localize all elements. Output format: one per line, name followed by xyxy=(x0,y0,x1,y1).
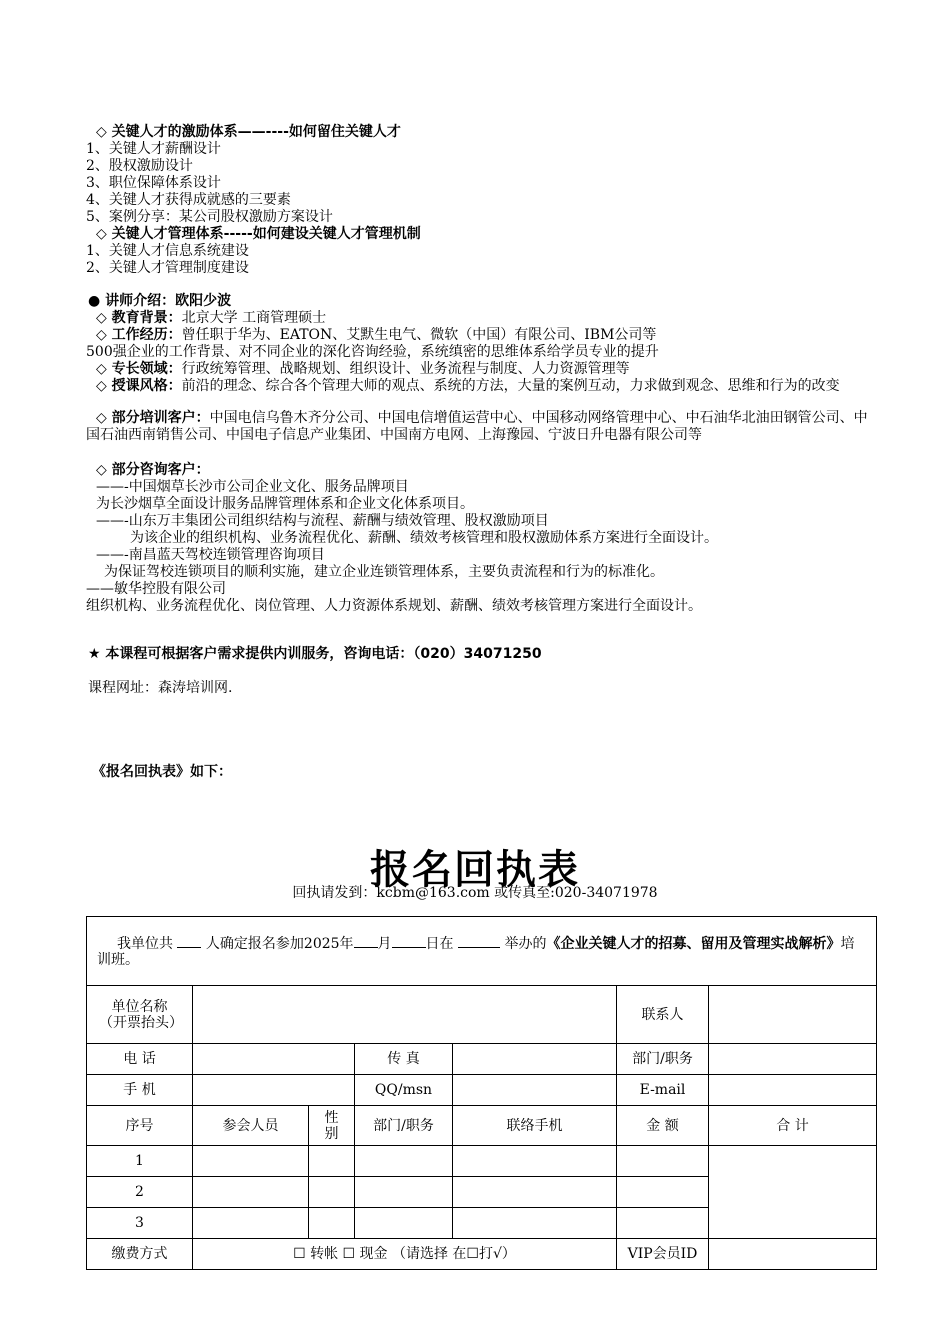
row-2-dept[interactable] xyxy=(355,1177,453,1208)
incentive-heading: ◇ 关键人才的激励体系——----如何留住关键人才 xyxy=(96,124,401,140)
col-dept: 部门/职务 xyxy=(355,1106,453,1146)
consult-line-5: ——-南昌蓝天驾校连锁管理咨询项目 xyxy=(96,547,325,563)
consult-line-7: ——敏华控股有限公司 xyxy=(86,581,226,597)
unit-name-field[interactable] xyxy=(193,986,617,1044)
intro-a: 我单位共 xyxy=(117,935,173,952)
education-label: ◇ 教育背景： xyxy=(96,310,182,326)
consult-line-1: ——-中国烟草长沙市公司企业文化、服务品牌项目 xyxy=(96,479,409,495)
intro-c: 月 xyxy=(377,935,392,952)
mobile-label: 手 机 xyxy=(87,1075,193,1106)
consult-heading: ◇ 部分咨询客户： xyxy=(96,462,210,478)
clients-line xyxy=(86,410,876,444)
clients-value: 中国电信乌鲁木齐分公司、中国电信增值运营中心、中国移动网络管理中心、中石油华北油田钢管公司、中国石油西南销售公司、中国电子信息产业集团、中国南方电网、上海豫园、宁波日升电器有限公司等 xyxy=(86,410,868,443)
education-value: 北京大学 工商管理硕士 xyxy=(181,310,327,326)
row-2-name[interactable] xyxy=(193,1177,309,1208)
row-3-gender[interactable] xyxy=(309,1208,355,1239)
total-field[interactable] xyxy=(709,1146,877,1239)
row-2-amount[interactable] xyxy=(617,1177,709,1208)
style-label: ◇ 授课风格： xyxy=(96,378,182,394)
intro-f: 培训班。 xyxy=(97,935,855,968)
instructor-heading: ● 讲师介绍：欧阳少波 xyxy=(88,293,232,309)
intro-e: 举办的 xyxy=(504,935,547,952)
experience-label: ◇ 工作经历： xyxy=(96,327,182,343)
specialty-line xyxy=(96,361,630,378)
col-name: 参会人员 xyxy=(193,1106,309,1146)
col-amount: 金 额 xyxy=(617,1106,709,1146)
form-send-to: 回执请发到：kcbm@163.com 或传真至:020-34071978 xyxy=(292,885,658,901)
row-1-name[interactable] xyxy=(193,1146,309,1177)
education-line xyxy=(96,310,326,327)
col-gender: 性别 xyxy=(309,1106,355,1146)
row-3-phone[interactable] xyxy=(453,1208,617,1239)
row-1-gender[interactable] xyxy=(309,1146,355,1177)
row-3-name[interactable] xyxy=(193,1208,309,1239)
consult-line-8: 组织机构、业务流程优化、岗位管理、人力资源体系规划、薪酬、绩效考核管理方案进行全面设计。 xyxy=(86,598,702,614)
row-no-2: 2 xyxy=(87,1177,193,1208)
payment-label: 缴费方式 xyxy=(87,1239,193,1270)
email-label: E-mail xyxy=(617,1075,709,1106)
clients-label: ◇ 部分培训客户： xyxy=(96,410,210,426)
dept-field[interactable] xyxy=(709,1044,877,1075)
col-phone: 联络手机 xyxy=(453,1106,617,1146)
qq-label: QQ/msn xyxy=(355,1075,453,1106)
row-3-amount[interactable] xyxy=(617,1208,709,1239)
fax-label: 传 真 xyxy=(355,1044,453,1075)
contact-field[interactable] xyxy=(709,986,877,1044)
form-intro-cell xyxy=(87,917,877,986)
course-name: 《企业关键人才的招募、留用及管理实战解析》 xyxy=(546,935,841,952)
specialty-value: 行政统筹管理、战略规划、组织设计、业务流程与制度、人力资源管理等 xyxy=(181,361,630,377)
intro-b: 人确定报名参加2025年 xyxy=(205,935,354,952)
row-no-1: 1 xyxy=(87,1146,193,1177)
vip-field[interactable] xyxy=(709,1239,877,1270)
month-blank[interactable] xyxy=(354,935,378,948)
incentive-item-4: 4、关键人才获得成就感的三要素 xyxy=(86,192,291,208)
row-2-gender[interactable] xyxy=(309,1177,355,1208)
course-website: 课程网址：森涛培训网. xyxy=(88,680,233,696)
vip-label: VIP会员ID xyxy=(617,1239,709,1270)
row-no-3: 3 xyxy=(87,1208,193,1239)
row-1-amount[interactable] xyxy=(617,1146,709,1177)
intro-d: 日在 xyxy=(425,935,454,952)
col-no: 序号 xyxy=(87,1106,193,1146)
management-heading: ◇ 关键人才管理体系-----如何建设关键人才管理机制 xyxy=(96,226,421,242)
col-total: 合 计 xyxy=(709,1106,877,1146)
row-1-dept[interactable] xyxy=(355,1146,453,1177)
specialty-label: ◇ 专长领域： xyxy=(96,361,182,377)
management-item-1: 1、关键人才信息系统建设 xyxy=(86,243,249,259)
place-blank[interactable] xyxy=(458,935,500,948)
incentive-item-3: 3、职位保障体系设计 xyxy=(86,175,221,191)
day-blank[interactable] xyxy=(392,935,426,948)
style-value: 前沿的理念、综合各个管理大师的观点、系统的方法，大量的案例互动，力求做到观念、思维和行为的改变 xyxy=(181,378,840,394)
style-line xyxy=(86,378,876,395)
row-2-phone[interactable] xyxy=(453,1177,617,1208)
inhouse-notice: ★ 本课程可根据客户需求提供内训服务，咨询电话：（020）34071250 xyxy=(88,646,542,662)
unit-name-label: 单位名称（开票抬头） xyxy=(87,986,193,1044)
registration-form-table xyxy=(86,916,877,1270)
experience-cont: 500强企业的工作背景、对不同企业的深化咨询经验，系统缜密的思维体系给学员专业的提升 xyxy=(86,344,659,360)
email-field[interactable] xyxy=(709,1075,877,1106)
qq-field[interactable] xyxy=(453,1075,617,1106)
consult-line-3: ——-山东万丰集团公司组织结构与流程、薪酬与绩效管理、股权激励项目 xyxy=(96,513,549,529)
payment-options[interactable]: ☐ 转帐 ☐ 现金 （请选择 在☐打√） xyxy=(193,1239,617,1270)
row-1-phone[interactable] xyxy=(453,1146,617,1177)
incentive-item-2: 2、股权激励设计 xyxy=(86,158,193,174)
incentive-item-1: 1、关键人才薪酬设计 xyxy=(86,141,221,157)
consult-line-6: 为保证驾校连锁项目的顺利实施，建立企业连锁管理体系，主要负责流程和行为的标准化。 xyxy=(104,564,664,580)
count-blank[interactable] xyxy=(177,935,201,948)
form-intro-label: 《报名回执表》如下： xyxy=(92,764,232,780)
experience-value: 曾任职于华为、EATON、艾默生电气、微软（中国）有限公司、IBM公司等 xyxy=(181,327,657,343)
phone-field[interactable] xyxy=(193,1044,355,1075)
mobile-field[interactable] xyxy=(193,1075,355,1106)
management-item-2: 2、关键人才管理制度建设 xyxy=(86,260,249,276)
incentive-item-5: 5、案例分享：某公司股权激励方案设计 xyxy=(86,209,333,225)
phone-label: 电 话 xyxy=(87,1044,193,1075)
experience-line xyxy=(96,327,656,344)
form-title: 报名回执表 xyxy=(370,847,580,893)
fax-field[interactable] xyxy=(453,1044,617,1075)
contact-label: 联系人 xyxy=(617,986,709,1044)
consult-line-4: 为该企业的组织机构、业务流程优化、薪酬、绩效考核管理和股权激励体系方案进行全面设计。 xyxy=(130,530,718,546)
row-3-dept[interactable] xyxy=(355,1208,453,1239)
consult-line-2: 为长沙烟草全面设计服务品牌管理体系和企业文化体系项目。 xyxy=(96,496,474,512)
dept-label: 部门/职务 xyxy=(617,1044,709,1075)
